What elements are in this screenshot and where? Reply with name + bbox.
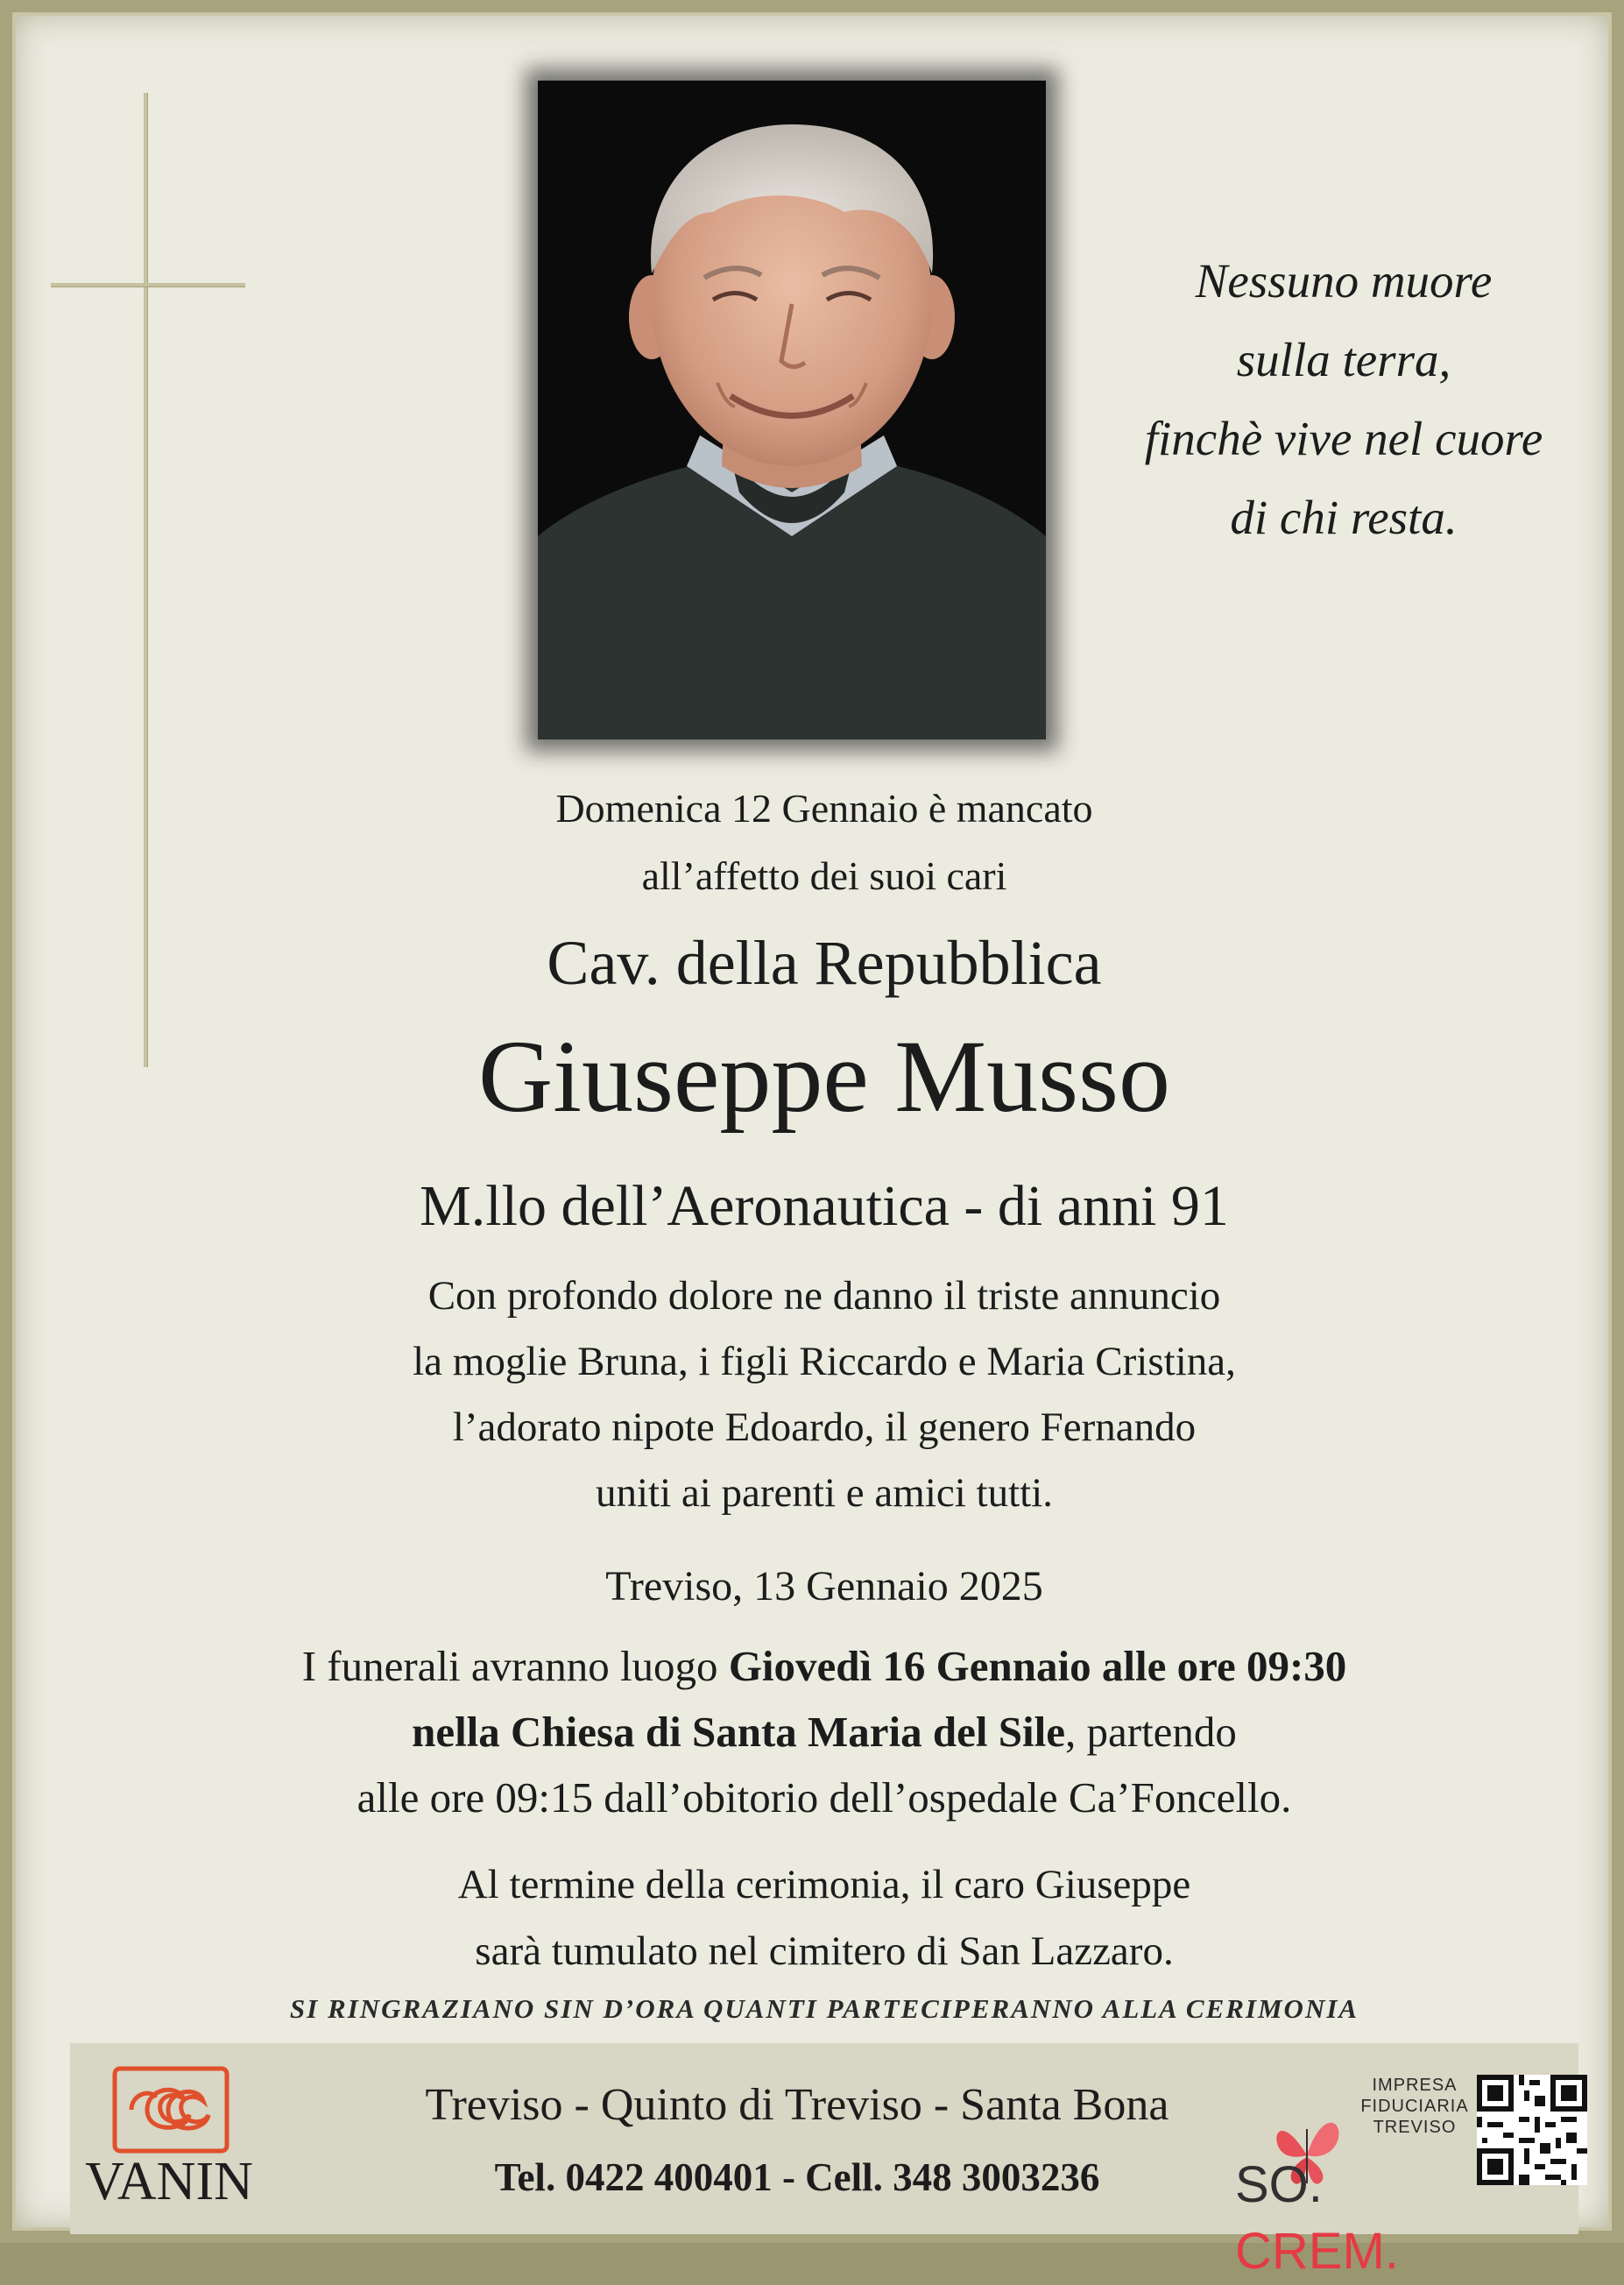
portrait-photo [538, 81, 1046, 739]
funeral-line-3: alle ore 09:15 dall’obitorio dell’ospedale Ca’Foncello. [357, 1773, 1292, 1822]
funeral-home-footer [70, 2043, 1578, 2280]
vanin-logo-icon [112, 2066, 229, 2154]
quote-line: sulla terra, [1236, 333, 1451, 386]
funeral-line-1 [12, 1633, 1624, 1699]
socrem-so: SO. [1235, 2156, 1323, 2213]
honorific-title: Cav. della Repubblica [547, 928, 1102, 998]
funeral-home-phones: Tel. 0422 400401 - Cell. 348 3003236 [494, 2155, 1100, 2199]
burial-line: Al termine della cerimonia, il caro Giuseppe [457, 1862, 1191, 1907]
socrem-crem: CREM. [1235, 2223, 1399, 2280]
burial-details [12, 1851, 1624, 1984]
cross-horizontal-bar [51, 283, 245, 287]
socrem-logo-text [1235, 2152, 1463, 2285]
quote-line: Nessuno muore [1195, 254, 1493, 308]
partner-subtitle-line: FIDUCIARIA [1360, 2097, 1469, 2116]
cross-vertical-bar [144, 93, 147, 1067]
partner-subtitle [1349, 2075, 1480, 2138]
funeral-line-2 [12, 1699, 1624, 1765]
qr-code-icon[interactable] [1477, 2075, 1587, 2185]
partner-subtitle-line: TREVISO [1373, 2118, 1457, 2137]
quote-line: di chi resta. [1230, 491, 1458, 544]
announcement-line: la moglie Bruna, i figli Riccardo e Maria Cristina, [413, 1339, 1236, 1384]
quote-line: finchè vive nel cuore [1144, 412, 1543, 465]
funeral-church: nella Chiesa di Santa Maria del Sile [412, 1708, 1065, 1756]
funeral-text: , partendo [1065, 1708, 1237, 1756]
intro-line: all’affetto dei suoi cari [641, 853, 1007, 898]
intro-line: Domenica 12 Gennaio è mancato [555, 786, 1093, 831]
death-notice-intro [12, 775, 1624, 909]
thanks-note: SI RINGRAZIANO SIN D’ORA QUANTI PARTECIPERANNO ALLA CERIMONIA [289, 1993, 1359, 2024]
family-announcement [12, 1263, 1624, 1526]
funeral-datetime: Giovedì 16 Gennaio alle ore 09:30 [728, 1642, 1347, 1690]
memorial-quote [1063, 242, 1624, 557]
announcement-line: Con profondo dolore ne danno il triste annuncio [427, 1273, 1221, 1319]
funeral-text: I funerali avranno luogo [301, 1642, 729, 1690]
funeral-home-locations: Treviso - Quinto di Treviso - Santa Bona [425, 2080, 1169, 2130]
partner-subtitle-line: IMPRESA [1372, 2076, 1458, 2095]
burial-line: sarà tumulato nel cimitero di San Lazzaro. [475, 1928, 1174, 1974]
vanin-brand-name: VANIN [85, 2152, 253, 2211]
announcement-line: uniti ai parenti e amici tutti. [595, 1470, 1054, 1516]
deceased-name: Giuseppe Musso [478, 1019, 1170, 1134]
announcement-line: l’adorato nipote Edoardo, il genero Fernando [452, 1404, 1197, 1450]
funeral-details [12, 1633, 1624, 1830]
rank-and-age: M.llo dell’Aeronautica - di anni 91 [420, 1174, 1229, 1238]
place-and-date: Treviso, 13 Gennaio 2025 [605, 1563, 1043, 1609]
